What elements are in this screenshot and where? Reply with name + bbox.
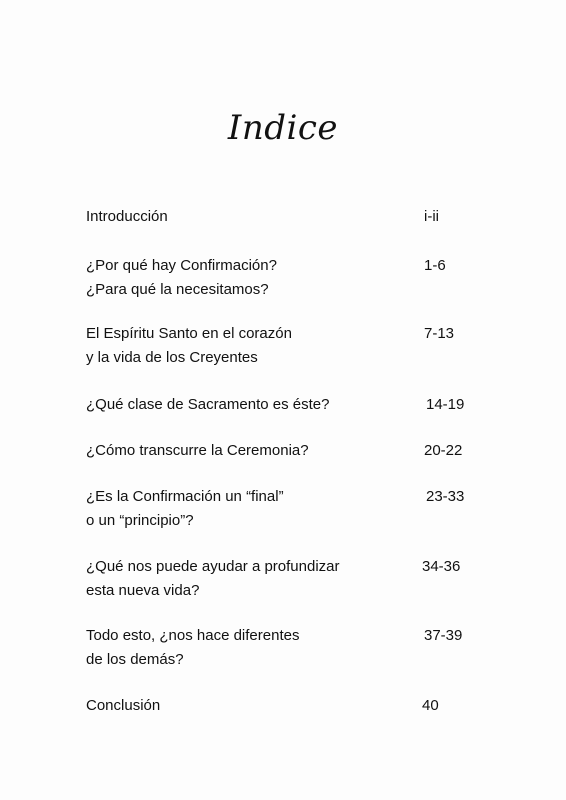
toc-entry-pages: i-ii	[424, 208, 439, 225]
toc-entry-line: esta nueva vida?	[86, 582, 200, 599]
toc-entry-pages: 37-39	[424, 627, 463, 644]
toc-entry-pages: 7-13	[424, 325, 455, 342]
toc-entry-line: ¿Para qué la necesitamos?	[86, 281, 269, 298]
toc-entry-line: ¿Cómo transcurre la Ceremonia?	[86, 442, 309, 459]
toc-entry-line: Conclusión	[86, 697, 161, 714]
toc-entry-pages: 40	[422, 697, 439, 714]
toc-entry-pages: 1-6	[424, 257, 446, 274]
toc-entry-title	[86, 624, 406, 672]
toc-entry-title	[86, 205, 406, 229]
toc-entry-title	[86, 322, 406, 370]
toc-entry-line: ¿Por qué hay Confirmación?	[86, 257, 277, 274]
toc-entry-title	[86, 555, 406, 603]
toc-entry-line: o un “principio”?	[86, 512, 194, 529]
page-title: Indice	[227, 108, 339, 148]
toc-entry-line: de los demás?	[86, 651, 184, 668]
toc-entry-title	[86, 485, 406, 533]
toc-entry-line: y la vida de los Creyentes	[86, 349, 258, 366]
toc-entry-pages: 14-19	[426, 396, 465, 413]
toc-entry-line: ¿Es la Confirmación un “final”	[86, 488, 284, 505]
toc-entry-line: El Espíritu Santo en el corazón	[86, 325, 292, 342]
toc-entry-title	[86, 393, 406, 417]
toc-entry-title	[86, 439, 406, 463]
toc-entry-title	[86, 254, 406, 302]
toc-entry-line: ¿Qué clase de Sacramento es éste?	[86, 396, 330, 413]
toc-entry-pages: 34-36	[422, 558, 461, 575]
toc-entry-line: Introducción	[86, 208, 168, 225]
toc-entry-pages: 20-22	[424, 442, 463, 459]
toc-entry-pages: 23-33	[426, 488, 465, 505]
toc-entry-line: ¿Qué nos puede ayudar a profundizar	[86, 558, 340, 575]
toc-entry-title	[86, 694, 406, 718]
toc-entry-line: Todo esto, ¿nos hace diferentes	[86, 627, 300, 644]
